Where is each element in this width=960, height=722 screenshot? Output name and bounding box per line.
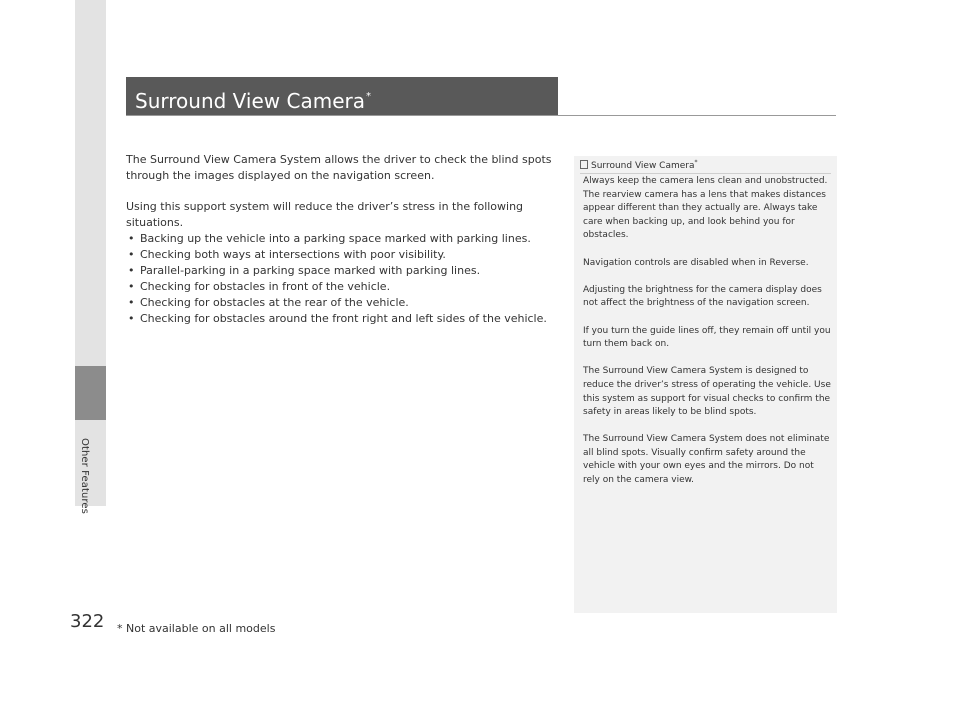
note-paragraph: Navigation controls are disabled when in Reverse. <box>583 257 809 268</box>
side-note <box>574 156 837 613</box>
list-item: • Checking both ways at intersections with poor visibility. <box>126 247 566 263</box>
situations-lead: Using this support system will reduce the driver’s stress in the following situations. <box>126 200 524 229</box>
note-heading <box>580 159 698 171</box>
note-paragraph: The Surround View Camera System does not eliminate all blind spots. Visually confirm safety around the vehicle with your own eyes and the mirrors. Do not rely on the camera view. <box>583 434 830 486</box>
side-tab-marker <box>75 366 106 420</box>
note-marker-icon <box>580 160 588 169</box>
note-body <box>583 175 833 501</box>
note-paragraph: Adjusting the brightness for the camera display does not affect the brightness of the navigation screen. <box>583 284 822 309</box>
note-divider <box>580 173 831 174</box>
note-paragraph: The Surround View Camera System is designed to reduce the driver’s stress of operating the vehicle. Use this system as support for visual checks to confirm the safety in areas likely to be blind spots. <box>583 366 831 418</box>
list-item: • Checking for obstacles in front of the vehicle. <box>126 279 566 295</box>
main-content <box>126 152 566 327</box>
list-item: • Checking for obstacles at the rear of the vehicle. <box>126 295 566 311</box>
side-tab <box>75 0 106 506</box>
section-label: Other Features <box>79 438 90 514</box>
situations-list <box>126 231 566 327</box>
footnote: * Not available on all models <box>117 622 276 635</box>
page-number: 322 <box>70 611 105 632</box>
title-divider <box>126 115 836 116</box>
note-asterisk: * <box>694 159 698 166</box>
note-heading-text: Surround View Camera <box>591 161 695 171</box>
page-title <box>126 77 558 115</box>
intro-paragraph: The Surround View Camera System allows the driver to check the blind spots through the images displayed on the navigation screen. <box>126 153 552 182</box>
list-item: • Backing up the vehicle into a parking space marked with parking lines. <box>126 231 566 247</box>
page-title-text: Surround View Camera <box>135 89 365 113</box>
note-paragraph: If you turn the guide lines off, they remain off until you turn them back on. <box>583 325 831 350</box>
list-item: • Parallel-parking in a parking space marked with parking lines. <box>126 263 566 279</box>
list-item: • Checking for obstacles around the front right and left sides of the vehicle. <box>126 311 566 327</box>
note-paragraph: Always keep the camera lens clean and unobstructed. The rearview camera has a lens that makes distances appear different than they actually are. Always take care when backing up, and look behind you for obstacles. <box>583 176 828 241</box>
title-asterisk: * <box>365 91 371 102</box>
